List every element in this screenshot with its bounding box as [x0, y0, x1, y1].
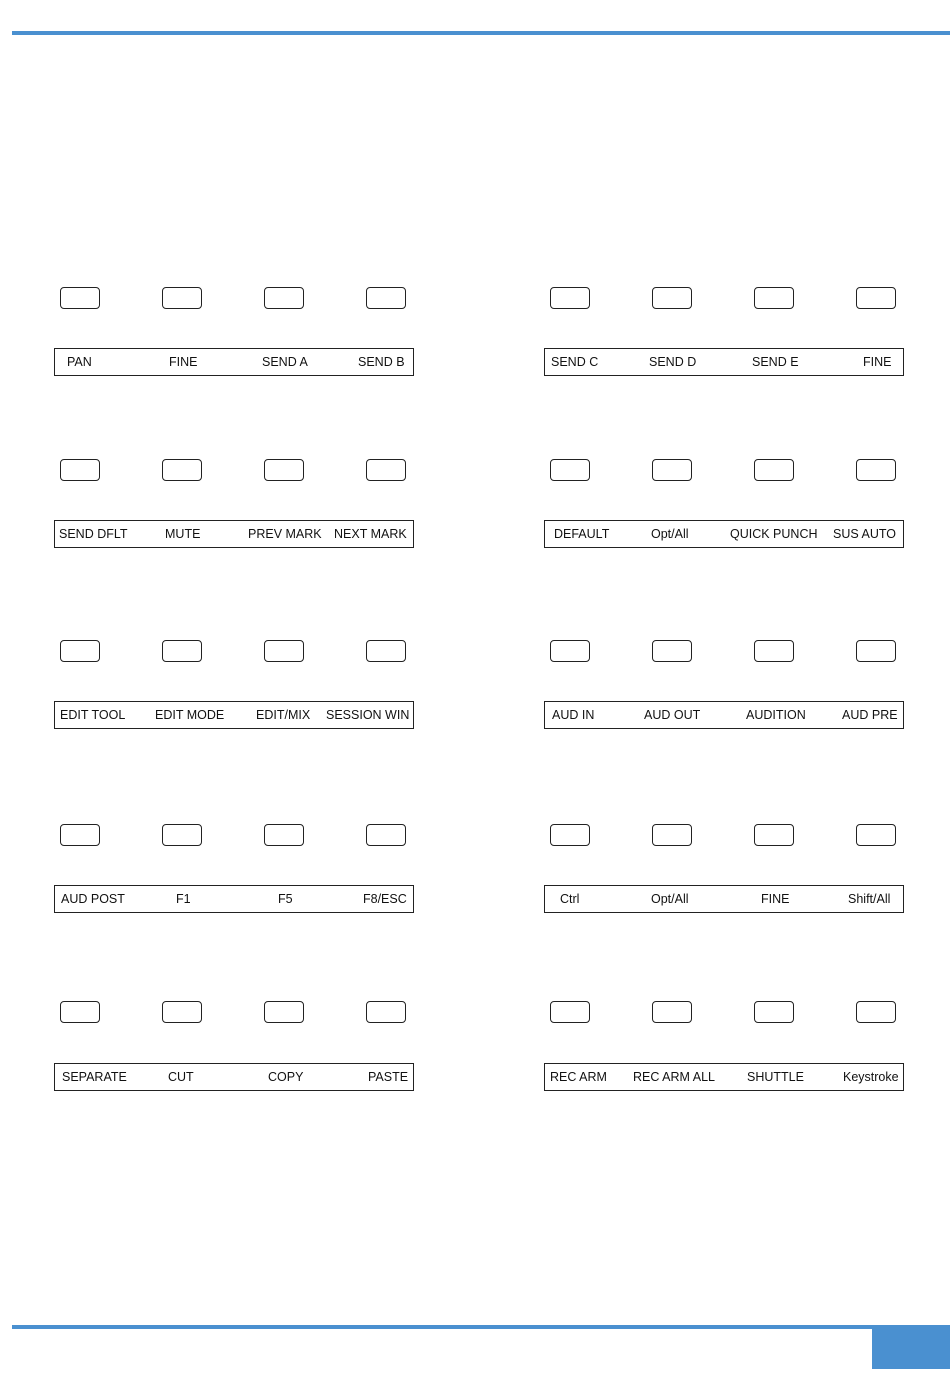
key-label: SEND D: [649, 355, 697, 369]
key-button[interactable]: [550, 459, 590, 481]
key-button[interactable]: [264, 287, 304, 309]
key-label: PAN: [67, 355, 92, 369]
key-button[interactable]: [264, 640, 304, 662]
key-button[interactable]: [366, 1001, 406, 1023]
key-button[interactable]: [652, 459, 692, 481]
key-button[interactable]: [550, 287, 590, 309]
key-button[interactable]: [856, 640, 896, 662]
key-row: [544, 459, 904, 483]
key-label: COPY: [268, 1070, 304, 1084]
key-button[interactable]: [60, 1001, 100, 1023]
key-button[interactable]: [652, 640, 692, 662]
key-label: QUICK PUNCH: [730, 527, 818, 541]
label-strip: [544, 520, 904, 548]
key-label: PASTE: [368, 1070, 409, 1084]
key-label: Ctrl: [560, 892, 580, 906]
key-button[interactable]: [754, 1001, 794, 1023]
key-button[interactable]: [264, 459, 304, 481]
key-label: PREV MARK: [248, 527, 322, 541]
key-label: SEND C: [551, 355, 599, 369]
key-row: [544, 824, 904, 848]
key-button[interactable]: [754, 640, 794, 662]
key-label: REC ARM ALL: [633, 1070, 715, 1084]
key-button[interactable]: [652, 824, 692, 846]
key-label: Opt/All: [651, 892, 689, 906]
key-button[interactable]: [162, 640, 202, 662]
key-label: EDIT MODE: [155, 708, 225, 722]
key-label: AUDITION: [746, 708, 806, 722]
key-label: SEPARATE: [62, 1070, 127, 1084]
key-button[interactable]: [550, 1001, 590, 1023]
key-button[interactable]: [264, 824, 304, 846]
key-button[interactable]: [162, 459, 202, 481]
key-label: EDIT TOOL: [60, 708, 126, 722]
key-button[interactable]: [652, 1001, 692, 1023]
key-row: [54, 459, 414, 483]
key-button[interactable]: [550, 824, 590, 846]
key-label: DEFAULT: [554, 527, 610, 541]
key-label: SUS AUTO: [833, 527, 896, 541]
key-label: AUD PRE: [842, 708, 898, 722]
key-button[interactable]: [754, 287, 794, 309]
label-strip: [54, 1063, 414, 1091]
key-button[interactable]: [856, 459, 896, 481]
header-rule: [12, 31, 950, 35]
key-label: SESSION WIN: [326, 708, 410, 722]
footer-rule: [12, 1325, 950, 1329]
key-button[interactable]: [162, 287, 202, 309]
key-row: [54, 824, 414, 848]
key-label: F1: [176, 892, 191, 906]
key-button[interactable]: [856, 1001, 896, 1023]
key-label: CUT: [168, 1070, 194, 1084]
label-strip: [54, 885, 414, 913]
key-button[interactable]: [60, 640, 100, 662]
label-strip: [544, 885, 904, 913]
key-label: F8/ESC: [363, 892, 407, 906]
key-label: FINE: [169, 355, 198, 369]
label-strip: [54, 520, 414, 548]
key-label: MUTE: [165, 527, 201, 541]
key-button[interactable]: [60, 459, 100, 481]
key-row: [544, 287, 904, 311]
key-button[interactable]: [550, 640, 590, 662]
key-button[interactable]: [60, 287, 100, 309]
label-strip: [54, 348, 414, 376]
key-button[interactable]: [754, 824, 794, 846]
key-button[interactable]: [754, 459, 794, 481]
key-label: SEND DFLT: [59, 527, 128, 541]
key-label: SEND B: [358, 355, 405, 369]
key-label: NEXT MARK: [334, 527, 407, 541]
label-strip: [54, 701, 414, 729]
label-strip: [544, 348, 904, 376]
key-label: AUD OUT: [644, 708, 701, 722]
key-label: AUD IN: [552, 708, 595, 722]
key-button[interactable]: [162, 824, 202, 846]
label-strip: [544, 1063, 904, 1091]
key-label: Keystroke: [843, 1070, 899, 1084]
key-row: [544, 640, 904, 664]
key-button[interactable]: [60, 824, 100, 846]
key-label: Opt/All: [651, 527, 689, 541]
key-label: EDIT/MIX: [256, 708, 311, 722]
page-number-tab: [872, 1329, 950, 1369]
key-row: [544, 1001, 904, 1025]
key-button[interactable]: [366, 287, 406, 309]
key-button[interactable]: [162, 1001, 202, 1023]
key-label: Shift/All: [848, 892, 891, 906]
key-label: FINE: [863, 355, 892, 369]
key-row: [54, 640, 414, 664]
key-row: [54, 287, 414, 311]
key-label: F5: [278, 892, 293, 906]
key-label: FINE: [761, 892, 790, 906]
key-button[interactable]: [366, 640, 406, 662]
key-row: [54, 1001, 414, 1025]
key-button[interactable]: [652, 287, 692, 309]
key-label: SHUTTLE: [747, 1070, 804, 1084]
key-label: REC ARM: [550, 1070, 607, 1084]
key-button[interactable]: [366, 824, 406, 846]
key-button[interactable]: [856, 287, 896, 309]
key-button[interactable]: [856, 824, 896, 846]
key-label: SEND A: [262, 355, 308, 369]
key-button[interactable]: [366, 459, 406, 481]
key-label: AUD POST: [61, 892, 125, 906]
key-label: SEND E: [752, 355, 799, 369]
label-strip: [544, 701, 904, 729]
key-button[interactable]: [264, 1001, 304, 1023]
